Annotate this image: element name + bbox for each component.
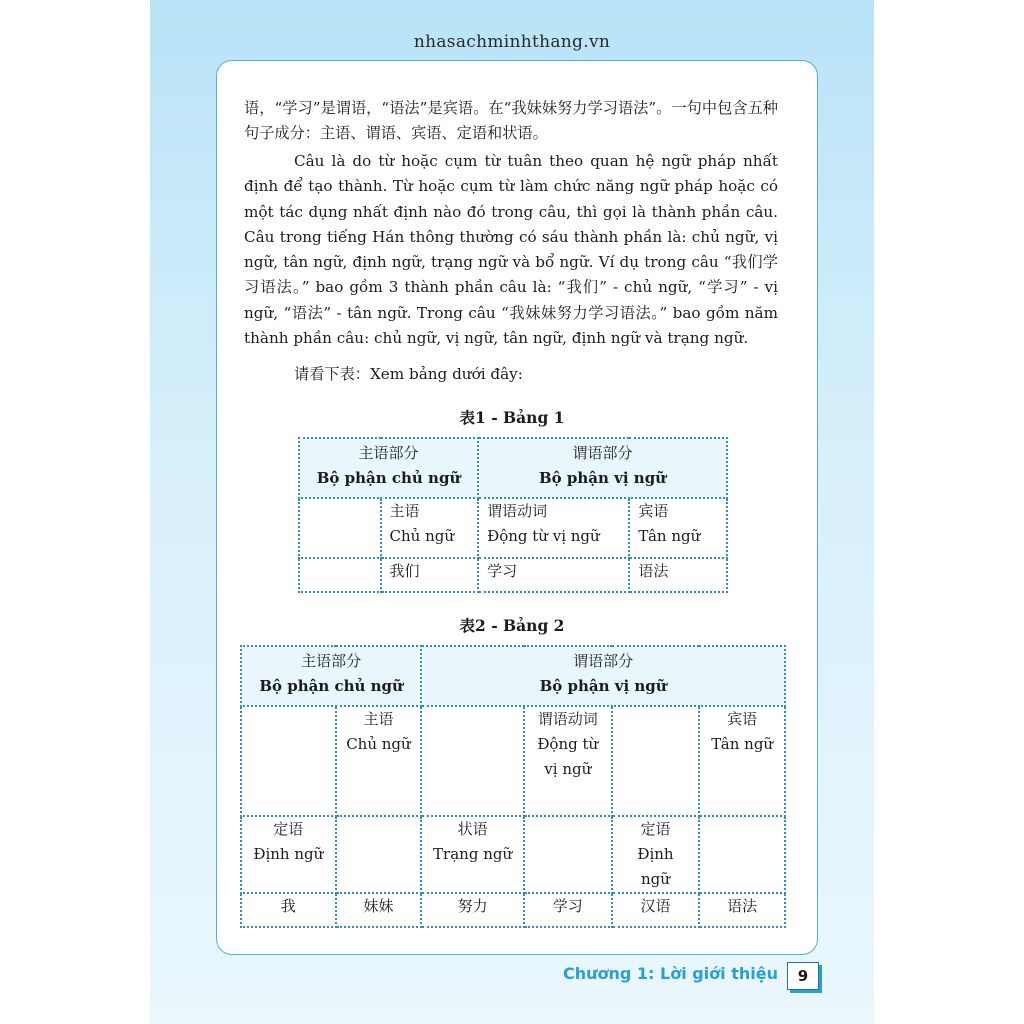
table2-header-row	[241, 646, 785, 706]
table-cell	[381, 498, 479, 558]
paragraph-chinese: 语，“学习”是谓语，“语法”是宾语。在“我妹妹努力学习语法”。一句中包含五种句子成分：主语、谓语、宾语、定语和状语。	[244, 99, 778, 143]
page-number: 9	[787, 962, 819, 990]
table-row	[241, 816, 785, 893]
cell-vn: Động từ vị ngữ	[487, 527, 600, 545]
table1-caption: 表1 - Bảng 1	[459, 408, 565, 427]
cell-zh: 谓语部分	[573, 652, 634, 670]
cell-zh: 主语	[389, 502, 420, 520]
table2-caption: 表2 - Bảng 2	[459, 616, 565, 635]
cell-zh: 谓语动词	[487, 502, 548, 520]
table-cell	[699, 706, 785, 816]
table-cell: 学习	[524, 893, 612, 927]
table-cell	[612, 816, 700, 893]
table-cell: 学习	[478, 558, 629, 592]
table-cell: 我	[241, 893, 336, 927]
table1	[298, 437, 728, 593]
table-cell	[241, 706, 336, 816]
cell-vn: Chủ ngữ	[389, 527, 454, 545]
table-row	[241, 706, 785, 816]
table-cell: 妹妹	[336, 893, 422, 927]
cell-zh: 定语	[273, 820, 304, 838]
cell-vn: Tân ngữ	[711, 735, 774, 753]
cell-zh: 主语	[363, 710, 394, 728]
table-row	[299, 498, 727, 558]
table-cell: 语法	[699, 893, 785, 927]
table-cell	[241, 816, 336, 893]
table-cell	[612, 706, 700, 816]
table1-header-row	[299, 438, 727, 498]
table-cell	[299, 558, 381, 592]
table-cell: 努力	[421, 893, 524, 927]
table-cell: 语法	[629, 558, 727, 592]
cell-vn: Bộ phận chủ ngữ	[316, 469, 461, 487]
table-cell	[524, 706, 612, 816]
cell-vn: Định ngữ	[637, 845, 674, 888]
site-url-header: nhasachminhthang.vn	[413, 32, 611, 52]
cell-zh: 宾语	[727, 710, 758, 728]
cell-vn: Chủ ngữ	[346, 735, 411, 753]
table-cell	[299, 498, 381, 558]
table2-predicate-part	[421, 646, 785, 706]
cell-zh: 宾语	[638, 502, 669, 520]
cell-zh: 主语部分	[358, 444, 419, 462]
table1-predicate-part	[478, 438, 727, 498]
table-cell	[699, 816, 785, 893]
cell-vn: Trạng ngữ	[433, 845, 513, 863]
table-cell	[629, 498, 727, 558]
cell-zh: 主语部分	[301, 652, 362, 670]
cell-zh: 谓语动词	[537, 710, 598, 728]
paragraph-see-table: 请看下表：Xem bảng dưới đây:	[294, 365, 523, 383]
table2	[240, 645, 786, 928]
paragraph-vietnamese: Câu là do từ hoặc cụm từ tuân theo quan hệ ngữ pháp nhất định để tạo thành. Từ hoặc cụm từ làm chức năng ngữ pháp hoặc có một tác dụng nhất định nào đó trong câu, thì gọi là thành phần câu. Câu trong tiếng Hán thông thường có sáu thành phần là: chủ ngữ, vị ngữ, tân ngữ, định ngữ, trạng ngữ và bổ ngữ. Ví dụ trong câu “我们学习语法。” bao gồm 3 thành phần câu là: “我们” - chủ ngữ, “学习” - vị ngữ, “语法” - tân ngữ. Trong câu “我妹妹努力学习语法。” bao gồm năm thành phần câu: chủ ngữ, vị ngữ, tân ngữ, định ngữ và trạng ngữ.	[244, 152, 778, 348]
cell-zh: 定语	[640, 820, 671, 838]
cell-vn: Bộ phận vị ngữ	[539, 469, 667, 487]
table-cell: 汉语	[612, 893, 700, 927]
cell-zh: 谓语部分	[572, 444, 633, 462]
cell-zh: 状语	[457, 820, 488, 838]
table-cell: 我们	[381, 558, 479, 592]
table-row	[241, 893, 785, 927]
table2-subject-part	[241, 646, 421, 706]
cell-vn: Động từ vị ngữ	[537, 735, 599, 778]
table-cell	[336, 816, 422, 893]
table-cell	[336, 706, 422, 816]
table1-subject-part	[299, 438, 478, 498]
table-cell	[524, 816, 612, 893]
cell-vn: Bộ phận vị ngữ	[539, 677, 667, 695]
cell-vn: Bộ phận chủ ngữ	[259, 677, 403, 695]
cell-vn: Tân ngữ	[638, 527, 701, 545]
cell-vn: Định ngữ	[253, 845, 324, 863]
table-cell	[421, 706, 524, 816]
table-row	[299, 558, 727, 592]
chapter-title: Chương 1: Lời giới thiệu	[562, 964, 778, 983]
table-cell	[478, 498, 629, 558]
table-cell	[421, 816, 524, 893]
